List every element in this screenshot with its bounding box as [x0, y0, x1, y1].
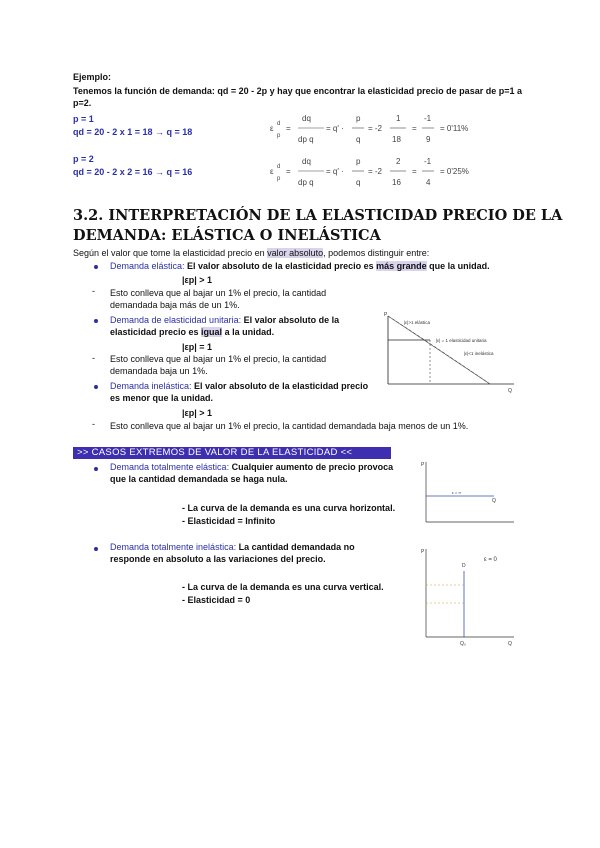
- extremes-banner: >> CASOS EXTREMOS DE VALOR DE LA ELASTICIDAD <<: [73, 447, 391, 459]
- demand-elasticity-graph: [378, 312, 518, 394]
- highlight-valor-absoluto: valor absoluto: [267, 248, 324, 258]
- f1-pden: q: [356, 135, 361, 144]
- case1-p: p = 1: [73, 114, 94, 124]
- f1-fden: 18: [392, 135, 401, 144]
- f2-eps: ε: [270, 167, 274, 176]
- consequence-1: Esto conlleva que al bajar un 1% el precio, la cantidad demandada baja más de un 1%.: [110, 288, 327, 310]
- perfectly-elastic-graph: [418, 458, 518, 528]
- f2-mid: = q′ ·: [326, 167, 344, 176]
- f2-sub: p: [277, 176, 281, 182]
- bullet-dot: [94, 265, 98, 269]
- graph-p-axis: P: [384, 312, 388, 318]
- pi-q-axis: Q: [508, 641, 512, 647]
- f2-rden: 4: [426, 178, 431, 187]
- f1-rden: 9: [426, 135, 431, 144]
- pe-label: ε = ∞: [452, 490, 462, 495]
- case2-p: p = 2: [73, 154, 94, 164]
- svg-text:=: =: [286, 124, 291, 133]
- f2-rnum: -1: [424, 157, 432, 166]
- f1-res: = 0'11%: [440, 124, 469, 133]
- item-inelastica: Demanda inelástica: El valor absoluto de la elasticidad precio es menor que la unidad.: [110, 381, 369, 403]
- pi-d-label: D: [462, 563, 466, 569]
- f1-rnum: -1: [424, 114, 432, 123]
- f2-fnum: 2: [396, 157, 401, 166]
- f2-pden: q: [356, 178, 361, 187]
- inelastic-note-2: - Elasticidad = 0: [182, 595, 251, 605]
- cond-elastica: |εp| > 1: [182, 275, 213, 285]
- case2-q: qd = 20 - 2 x 2 = 16 → q = 16: [73, 167, 193, 177]
- perfectly-inelastic-graph: [418, 545, 518, 650]
- f2-sup: d: [277, 164, 281, 170]
- pe-q-axis: Q: [492, 498, 496, 504]
- cond-inelastica: |εp| > 1: [182, 408, 213, 418]
- section-title-line2: DEMANDA: ELÁSTICA O INELÁSTICA: [73, 227, 381, 244]
- f1-eps: ε: [270, 124, 274, 133]
- f2-c: = -2: [368, 167, 383, 176]
- bullet-dot: [94, 385, 98, 389]
- f2-res: = 0'25%: [440, 167, 469, 176]
- example-heading: Ejemplo:: [73, 72, 112, 82]
- item-elastica: Demanda elástica: El valor absoluto de la elasticidad precio es más grande que la unidad.: [110, 261, 490, 271]
- pi-p-axis: P: [421, 549, 425, 555]
- pe-p-axis: P: [421, 462, 425, 468]
- section-title-line1: 3.2. INTERPRETACIÓN DE LA ELASTICIDAD PRECIO DE LA: [73, 207, 563, 224]
- bullet-dot: [94, 319, 98, 323]
- f1-fnum: 1: [396, 114, 401, 123]
- inelastic-note-1: - La curva de la demanda es una curva vertical.: [182, 582, 384, 592]
- f1-num: dq: [302, 114, 311, 123]
- elasticity-formula-2: [268, 153, 508, 193]
- f2-num: dq: [302, 157, 311, 166]
- case1-q: qd = 20 - 2 x 1 = 18 → q = 18: [73, 127, 193, 137]
- bullet-dot: [94, 547, 98, 551]
- graph-inelastic-label: |ε|<1 inelástica: [464, 351, 494, 356]
- f1-sub: p: [277, 133, 281, 139]
- graph-elastic-label: |ε|>1 elástica: [404, 320, 430, 325]
- item-totalmente-inelastica: Demanda totalmente inelástica: La cantidad demandada no responde en absoluto a las variaciones del precio.: [110, 542, 355, 564]
- consequence-2: Esto conlleva que al bajar un 1% el precio, la cantidad demandada baja un 1%.: [110, 354, 327, 376]
- f1-eq: =: [412, 124, 417, 133]
- f1-sup: d: [277, 121, 281, 127]
- example-intro: Tenemos la función de demanda: qd = 20 - 2p y hay que encontrar la elasticidad precio de pasar de p=1 a p=2.: [73, 86, 522, 108]
- pi-label: ε = 0: [484, 557, 497, 563]
- pi-q0-label: Q₀: [460, 641, 466, 647]
- item-unitaria: Demanda de elasticidad unitaria: El valor absoluto de la elasticidad precio es igual a la unidad.: [110, 315, 340, 337]
- cond-unitaria: |εp| = 1: [182, 342, 213, 352]
- f1-mid: = q′ ·: [326, 124, 344, 133]
- f1-den: dp q: [298, 135, 314, 144]
- consequence-3: Esto conlleva que al bajar un 1% el precio, la cantidad demandada baja menos de un 1%.: [110, 421, 469, 431]
- f1-pnum: p: [356, 114, 361, 123]
- elastic-note-1: - La curva de la demanda es una curva horizontal.: [182, 503, 396, 513]
- elasticity-formula-1: [268, 110, 508, 150]
- bullet-dot: [94, 467, 98, 471]
- f2-fden: 16: [392, 178, 401, 187]
- f1-c: = -2: [368, 124, 383, 133]
- section-intro: Según el valor que tome la elasticidad precio en valor absoluto, podemos distinguir entre:: [73, 248, 430, 258]
- elastic-note-2: - Elasticidad = Infinito: [182, 516, 276, 526]
- svg-text:=: =: [286, 167, 291, 176]
- f2-pnum: p: [356, 157, 361, 166]
- f2-eq: =: [412, 167, 417, 176]
- graph-unit-label: |ε| = 1 elasticidad unitaria: [436, 338, 487, 343]
- f2-den: dp q: [298, 178, 314, 187]
- item-totalmente-elastica: Demanda totalmente elástica: Cualquier aumento de precio provoca que la cantidad demandada se haga nula.: [110, 462, 394, 484]
- graph-q-axis: Q: [508, 388, 512, 394]
